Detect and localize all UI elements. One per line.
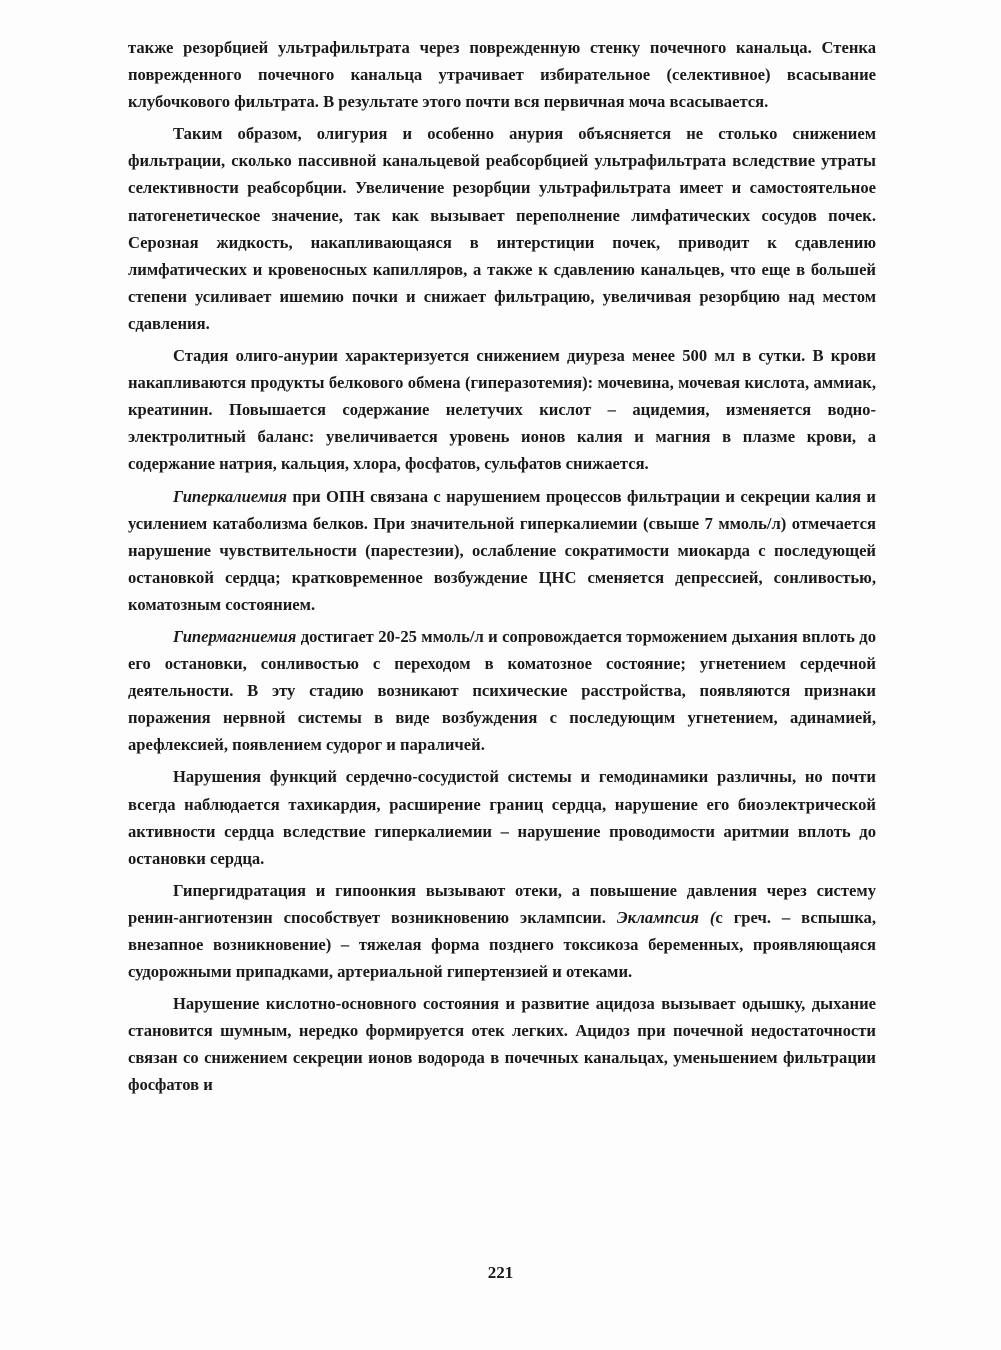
paragraph-7	[128, 877, 876, 985]
term-hyperkalemia: Гиперкалиемия	[173, 486, 287, 506]
paragraph-2: Таким образом, олигурия и особенно анурия объясняется не столько снижением фильтрации, сколько пассивной канальцевой реабсорбцией ультрафильтрата вследствие утраты селективности реабсорбции. Увеличение резорбции ультрафильтрата имеет и самостоятельное патогенетическое значение, так как вызывает переполнение лимфатических сосудов почек. Серозная жидкость, накапливающаяся в интерстиции почек, приводит к сдавлению лимфатических и кровеносных капилляров, а также к сдавлению канальцев, что еще в большей степени усиливает ишемию почки и снижает фильтрацию, увеличивая резорбцию над местом сдавления.	[128, 124, 876, 333]
paragraph-4	[128, 483, 876, 618]
paragraph-1: также резорбцией ультрафильтрата через поврежденную стенку почечного канальца. Стенка поврежденного почечного канальца утрачивает избирательное (селективное) всасывание клубочкового фильтрата. В результате этого почти вся первичная моча всасывается.	[128, 38, 876, 112]
paragraph-3: Стадия олиго-анурии характеризуется снижением диуреза менее 500 мл в сутки. В крови накапливаются продукты белкового обмена (гиперазотемия): мочевина, мочевая кислота, аммиак, креатинин. Повышается содержание нелетучих кислот – ацидемия, изменяется водно-электролитный баланс: увеличивается уровень ионов калия и магния в плазме крови, а содержание натрия, кальция, хлора, фосфатов, сульфатов снижается.	[128, 346, 876, 474]
paragraph-8: Нарушение кислотно-основного состояния и развитие ацидоза вызывает одышку, дыхание становится шумным, нередко формируется отек легких. Ацидоз при почечной недостаточности связан со снижением секреции ионов водорода в почечных канальцах, уменьшением фильтрации фосфатов и	[128, 994, 876, 1095]
term-hypermagnesemia: Гипермагниемия	[173, 626, 297, 646]
paragraph-5-text: достигает 20-25 ммоль/л и сопровождается торможением дыхания вплоть до его остановки, сонливостью с переходом в коматозное состояние; угнетением сердечной деятельности. В эту стадию возникают психические расстройства, появляются признаки поражения нервной системы в виде возбуждения с последующим угнетением, адинамией, арефлексией, появлением судорог и параличей.	[128, 626, 876, 755]
paragraph-4-text: при ОПН связана с нарушением процессов фильтрации и секреции калия и усилением катаболизма белков. При значительной гиперкалиемии (свыше 7 ммоль/л) отмечается нарушение чувствительности (парестезии), ослабление сократимости миокарда с последующей остановкой сердца; кратковременное возбуждение ЦНС сменяется депрессией, сонливостью, коматозным состоянием.	[128, 486, 876, 614]
paragraph-7-text: с греч. – вспышка, внезапное возникновение) – тяжелая форма позднего токсикоза беременных, проявляющаяся судорожными припадками, артериальной гипертензией и отеками.	[128, 907, 876, 982]
paragraph-6: Нарушения функций сердечно-сосудистой системы и гемодинамики различны, но почти всегда наблюдается тахикардия, расширение границ сердца, нарушение его биоэлектрической активности сердца вследствие гиперкалиемии – нарушение проводимости аритмии вплоть до остановки сердца.	[128, 767, 876, 868]
paragraph-7-start: Гипергидратация и гипоонкия вызывают отеки, а повышение давления через систему ренин-ангиотензин способствует возникновению эклампсии.	[128, 880, 876, 927]
term-eclampsia: Эклампсия (	[616, 907, 716, 927]
page-number: 221	[487, 1263, 514, 1282]
body-text	[128, 34, 876, 1104]
paragraph-5	[128, 623, 876, 758]
